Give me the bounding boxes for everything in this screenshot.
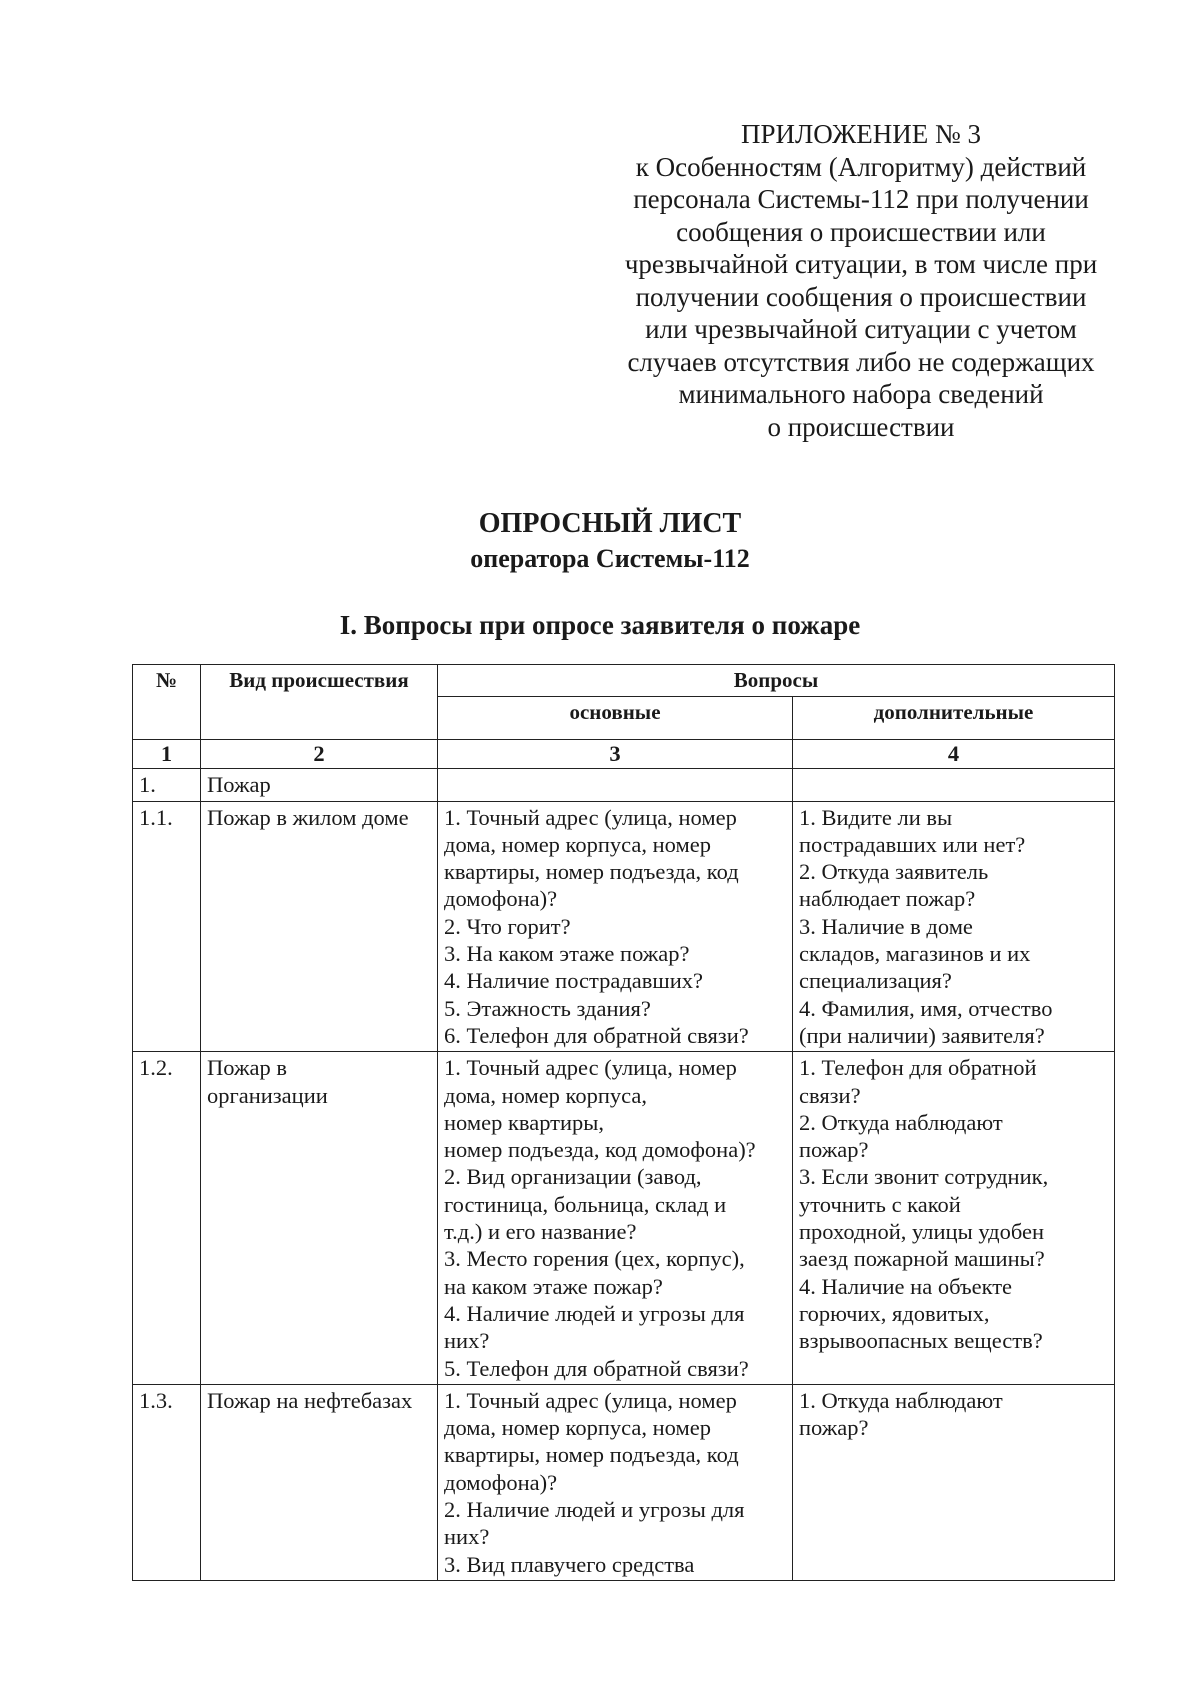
document-title <box>0 506 1200 576</box>
cell-line: 4. Наличие пострадавших? <box>444 968 704 994</box>
cell-line: 1. Точный адрес (улица, номер <box>444 804 737 830</box>
cell-line: номер квартиры, <box>444 1109 605 1135</box>
cell-line: дома, номер корпуса, номер <box>444 831 711 857</box>
additional-questions-cell <box>793 769 1115 801</box>
appendix-line: случаев отсутствия либо не содержащих <box>627 346 1095 377</box>
column-number: 2 <box>201 740 438 769</box>
table-body <box>133 769 1115 1581</box>
title-subtitle: оператора Системы-112 <box>470 544 750 573</box>
cell-line: 5. Телефон для обратной связи? <box>444 1355 749 1381</box>
cell-line: 4. Наличие людей и угрозы для <box>444 1300 745 1326</box>
cell-line: 3. Если звонит сотрудник, <box>799 1164 1049 1190</box>
appendix-line: чрезвычайной ситуации, в том числе при <box>624 249 1098 279</box>
appendix-header <box>596 118 1126 443</box>
cell-line: складов, магазинов и их <box>799 941 1031 967</box>
cell-line: 2. Откуда заявитель <box>799 859 989 885</box>
incident-type-cell <box>201 769 438 801</box>
cell-line: 4. Фамилия, имя, отчество <box>799 995 1053 1021</box>
cell-line: 2. Откуда наблюдают <box>799 1109 1003 1135</box>
basic-questions-cell <box>438 1052 793 1385</box>
cell-line: 4. Наличие на объекте <box>799 1273 1013 1299</box>
cell-line: пожар? <box>799 1137 869 1163</box>
cell-line: 3. Вид плавучего средства <box>444 1551 695 1577</box>
cell-line: (при наличии) заявителя? <box>799 1022 1045 1048</box>
cell-line: дома, номер корпуса, <box>444 1082 648 1108</box>
cell-line: них? <box>444 1328 490 1354</box>
additional-questions-cell <box>793 1384 1115 1580</box>
cell-line: 5. Этажность здания? <box>444 995 651 1021</box>
cell-line: домофона)? <box>444 886 558 912</box>
cell-line: горючих, ядовитых, <box>799 1300 990 1326</box>
cell-line: квартиры, номер подъезда, код <box>444 859 739 885</box>
cell-line: Пожар на нефтебазах <box>207 1387 413 1413</box>
header-additional-questions: дополнительные <box>793 697 1115 740</box>
appendix-line: ПРИЛОЖЕНИЕ № 3 <box>740 119 982 149</box>
cell-line: т.д.) и его название? <box>444 1219 637 1245</box>
cell-line: гостиница, больница, склад и <box>444 1191 727 1217</box>
cell-line: Пожар в жилом доме <box>207 804 409 830</box>
cell-line: связи? <box>799 1082 861 1108</box>
basic-questions-cell <box>438 1384 793 1580</box>
row-number: 1. <box>133 769 201 801</box>
column-number: 1 <box>133 740 201 769</box>
cell-line: них? <box>444 1524 490 1550</box>
additional-questions-cell <box>793 1052 1115 1385</box>
cell-line: 3. Место горения (цех, корпус), <box>444 1246 745 1272</box>
appendix-line: к Особенностям (Алгоритму) действий <box>635 151 1087 182</box>
appendix-line: сообщения о происшествии или <box>676 216 1046 247</box>
additional-questions-cell <box>793 801 1115 1052</box>
cell-line: 3. Наличие в доме <box>799 913 973 939</box>
cell-line: 1. Телефон для обратной <box>799 1055 1037 1081</box>
row-number: 1.3. <box>133 1384 201 1580</box>
cell-line: 2. Вид организации (завод, <box>444 1164 702 1190</box>
column-number: 3 <box>438 740 793 769</box>
header-number: № <box>133 665 201 740</box>
cell-line: пострадавших или нет? <box>799 831 1026 857</box>
cell-line: 1. Точный адрес (улица, номер <box>444 1387 737 1413</box>
row-number: 1.2. <box>133 1052 201 1385</box>
cell-line: взрывоопасных веществ? <box>799 1328 1043 1354</box>
header-questions: Вопросы <box>438 665 1115 697</box>
basic-questions-cell <box>438 769 793 801</box>
incident-type-cell <box>201 1052 438 1385</box>
cell-line: 6. Телефон для обратной связи? <box>444 1022 749 1048</box>
incident-type-cell <box>201 801 438 1052</box>
cell-line: на каком этаже пожар? <box>444 1273 663 1299</box>
column-number: 4 <box>793 740 1115 769</box>
cell-line: домофона)? <box>444 1469 558 1495</box>
cell-line: 3. На каком этаже пожар? <box>444 941 690 967</box>
cell-line: 1. Видите ли вы <box>799 804 953 830</box>
column-number-row <box>133 740 1115 769</box>
appendix-line: или чрезвычайной ситуации с учетом <box>645 314 1077 344</box>
cell-line: пожар? <box>799 1415 869 1441</box>
cell-line: уточнить с какой <box>799 1191 961 1217</box>
cell-line: 1. Откуда наблюдают <box>799 1387 1003 1413</box>
table-row <box>133 769 1115 801</box>
cell-line: 2. Что горит? <box>444 913 571 939</box>
basic-questions-cell <box>438 801 793 1052</box>
appendix-line: минимального набора сведений <box>678 379 1044 409</box>
section-title: I. Вопросы при опросе заявителя о пожаре <box>339 610 861 640</box>
appendix-line: о происшествии <box>767 411 955 442</box>
cell-line: наблюдает пожар? <box>799 886 976 912</box>
header-incident-type: Вид происшествия <box>201 665 438 740</box>
cell-line: организации <box>207 1082 328 1108</box>
table-row <box>133 1384 1115 1580</box>
cell-line: Пожар в <box>207 1055 287 1081</box>
cell-line: номер подъезда, код домофона)? <box>444 1137 756 1163</box>
cell-line: 1. Точный адрес (улица, номер <box>444 1055 737 1081</box>
incident-type-cell <box>201 1384 438 1580</box>
header-basic-questions: основные <box>438 697 793 740</box>
cell-line: специализация? <box>799 968 952 994</box>
cell-line: квартиры, номер подъезда, код <box>444 1442 739 1468</box>
title-main: ОПРОСНЫЙ ЛИСТ <box>478 508 742 539</box>
table-row <box>133 1052 1115 1385</box>
cell-line: Пожар <box>207 772 271 798</box>
cell-line: проходной, улицы удобен <box>799 1219 1045 1245</box>
row-number: 1.1. <box>133 801 201 1052</box>
cell-line: 2. Наличие людей и угрозы для <box>444 1497 745 1523</box>
appendix-line: получении сообщения о происшествии <box>635 281 1087 312</box>
questions-table <box>132 664 1115 1581</box>
appendix-line: персонала Системы-112 при получении <box>633 184 1089 214</box>
cell-line: дома, номер корпуса, номер <box>444 1415 711 1441</box>
cell-line: заезд пожарной машины? <box>799 1246 1045 1272</box>
table-row <box>133 801 1115 1052</box>
